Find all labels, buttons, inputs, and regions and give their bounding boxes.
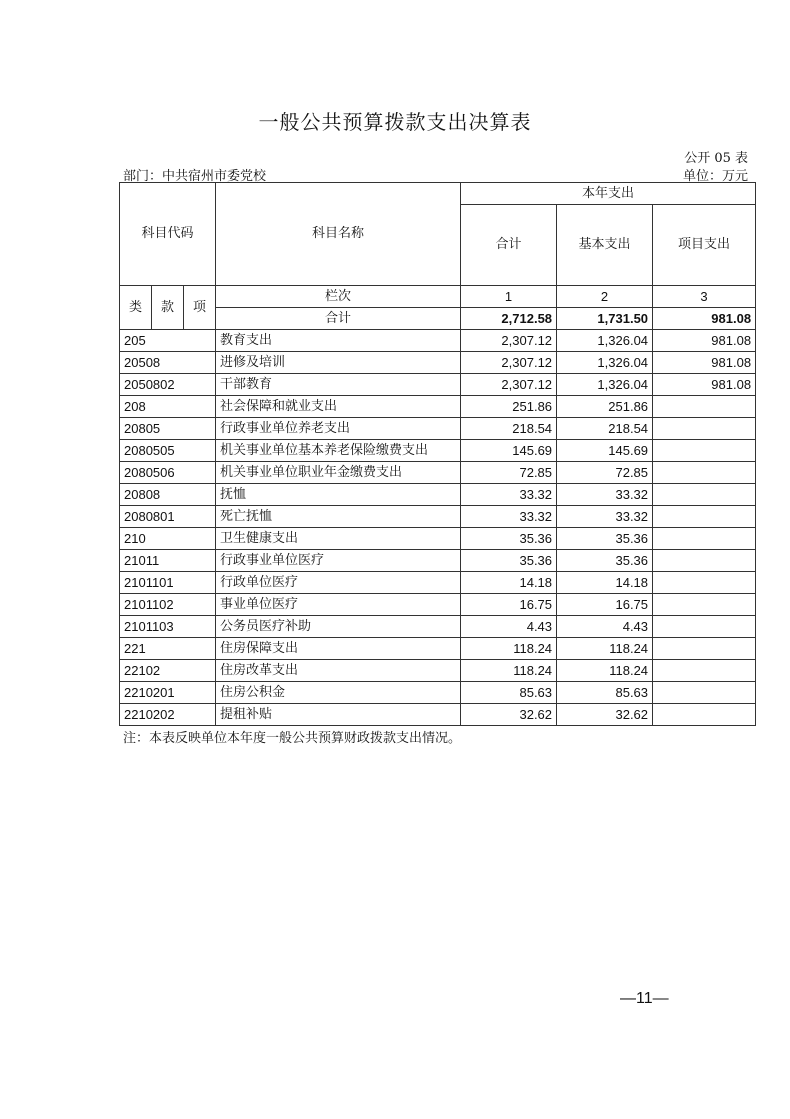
row-project: [653, 550, 756, 572]
row-name: 住房保障支出: [216, 638, 461, 660]
table-row: [120, 594, 756, 616]
row-project: [653, 682, 756, 704]
row-code: 205: [120, 330, 216, 352]
row-basic: 1,326.04: [557, 352, 653, 374]
table-row: [120, 682, 756, 704]
row-total: 251.86: [461, 396, 557, 418]
row-project: [653, 638, 756, 660]
row-project: 981.08: [653, 352, 756, 374]
table-row: [120, 330, 756, 352]
table-row: [120, 572, 756, 594]
row-code: 2101103: [120, 616, 216, 638]
row-code: 20808: [120, 484, 216, 506]
header-col-1: 1: [461, 286, 557, 308]
row-name: 住房公积金: [216, 682, 461, 704]
row-project: [653, 506, 756, 528]
row-name: 干部教育: [216, 374, 461, 396]
row-basic: 14.18: [557, 572, 653, 594]
row-basic: 4.43: [557, 616, 653, 638]
row-total: 118.24: [461, 638, 557, 660]
row-total: 16.75: [461, 594, 557, 616]
row-project: [653, 418, 756, 440]
row-code: 22102: [120, 660, 216, 682]
row-project: [653, 572, 756, 594]
row-code: 2210201: [120, 682, 216, 704]
header-col-seq: 栏次: [216, 286, 461, 308]
total-project: 981.08: [653, 308, 756, 330]
table-row: [120, 352, 756, 374]
row-name: 行政事业单位医疗: [216, 550, 461, 572]
header-total: 合计: [461, 205, 557, 286]
header-row-3: [120, 286, 756, 308]
row-code: 221: [120, 638, 216, 660]
department-label: 部门：中共宿州市委党校: [123, 169, 267, 184]
row-total: 35.36: [461, 528, 557, 550]
row-total: 85.63: [461, 682, 557, 704]
header-row-1: [120, 183, 756, 205]
row-total: 145.69: [461, 440, 557, 462]
row-code: 21011: [120, 550, 216, 572]
table-row: [120, 462, 756, 484]
row-project: [653, 462, 756, 484]
row-name: 行政单位医疗: [216, 572, 461, 594]
total-basic: 1,731.50: [557, 308, 653, 330]
header-name: 科目名称: [216, 183, 461, 286]
row-basic: 16.75: [557, 594, 653, 616]
row-total: 2,307.12: [461, 374, 557, 396]
row-basic: 1,326.04: [557, 374, 653, 396]
header-col-3: 3: [653, 286, 756, 308]
row-total: 2,307.12: [461, 352, 557, 374]
row-name: 死亡抚恤: [216, 506, 461, 528]
row-total: 218.54: [461, 418, 557, 440]
row-name: 公务员医疗补助: [216, 616, 461, 638]
row-project: 981.08: [653, 374, 756, 396]
row-total: 35.36: [461, 550, 557, 572]
row-name: 进修及培训: [216, 352, 461, 374]
row-name: 行政事业单位养老支出: [216, 418, 461, 440]
row-name: 抚恤: [216, 484, 461, 506]
row-total: 2,307.12: [461, 330, 557, 352]
table-row: [120, 638, 756, 660]
table-row: [120, 396, 756, 418]
row-basic: 33.32: [557, 484, 653, 506]
header-project: 项目支出: [653, 205, 756, 286]
row-code: 2101102: [120, 594, 216, 616]
table-row: [120, 660, 756, 682]
total-total: 2,712.58: [461, 308, 557, 330]
row-basic: 145.69: [557, 440, 653, 462]
row-code: 2050802: [120, 374, 216, 396]
row-project: [653, 396, 756, 418]
budget-table: [119, 182, 756, 726]
table-row: [120, 418, 756, 440]
row-name: 机关事业单位基本养老保险缴费支出: [216, 440, 461, 462]
header-current-year: 本年支出: [461, 183, 756, 205]
row-basic: 32.62: [557, 704, 653, 726]
row-basic: 72.85: [557, 462, 653, 484]
row-project: [653, 616, 756, 638]
page-number: —11—: [620, 990, 669, 1007]
row-basic: 118.24: [557, 638, 653, 660]
header-col-2: 2: [557, 286, 653, 308]
header-lei: 类: [120, 286, 152, 330]
row-code: 208: [120, 396, 216, 418]
form-number: 公开 05 表: [684, 151, 748, 166]
table-row: [120, 440, 756, 462]
table-row: [120, 374, 756, 396]
table-row: [120, 484, 756, 506]
row-code: 2080506: [120, 462, 216, 484]
row-name: 住房改革支出: [216, 660, 461, 682]
header-basic: 基本支出: [557, 205, 653, 286]
row-project: [653, 594, 756, 616]
row-basic: 35.36: [557, 550, 653, 572]
row-basic: 1,326.04: [557, 330, 653, 352]
row-basic: 33.32: [557, 506, 653, 528]
row-basic: 35.36: [557, 528, 653, 550]
row-total: 118.24: [461, 660, 557, 682]
row-code: 2080801: [120, 506, 216, 528]
total-row: [120, 308, 756, 330]
page-title: 一般公共预算拨款支出决算表: [258, 110, 532, 134]
table-row: [120, 528, 756, 550]
row-code: 20805: [120, 418, 216, 440]
table-row: [120, 550, 756, 572]
row-project: [653, 704, 756, 726]
row-basic: 118.24: [557, 660, 653, 682]
row-basic: 218.54: [557, 418, 653, 440]
row-code: 210: [120, 528, 216, 550]
table-row: [120, 616, 756, 638]
header-kuan: 款: [152, 286, 184, 330]
row-name: 社会保障和就业支出: [216, 396, 461, 418]
row-total: 33.32: [461, 484, 557, 506]
row-project: [653, 440, 756, 462]
footnote: 注：本表反映单位本年度一般公共预算财政拨款支出情况。: [123, 731, 462, 746]
header-xiang: 项: [184, 286, 216, 330]
row-project: [653, 660, 756, 682]
unit-label: 单位：万元: [682, 169, 748, 184]
row-code: 2101101: [120, 572, 216, 594]
row-name: 事业单位医疗: [216, 594, 461, 616]
row-code: 20508: [120, 352, 216, 374]
row-total: 72.85: [461, 462, 557, 484]
row-basic: 85.63: [557, 682, 653, 704]
row-project: [653, 484, 756, 506]
row-project: [653, 528, 756, 550]
table-row: [120, 704, 756, 726]
table-row: [120, 506, 756, 528]
total-label: 合计: [216, 308, 461, 330]
row-project: 981.08: [653, 330, 756, 352]
row-total: 32.62: [461, 704, 557, 726]
row-name: 卫生健康支出: [216, 528, 461, 550]
row-name: 教育支出: [216, 330, 461, 352]
row-name: 提租补贴: [216, 704, 461, 726]
row-name: 机关事业单位职业年金缴费支出: [216, 462, 461, 484]
row-total: 14.18: [461, 572, 557, 594]
row-basic: 251.86: [557, 396, 653, 418]
row-code: 2080505: [120, 440, 216, 462]
row-total: 33.32: [461, 506, 557, 528]
row-code: 2210202: [120, 704, 216, 726]
header-code: 科目代码: [120, 183, 216, 286]
row-total: 4.43: [461, 616, 557, 638]
